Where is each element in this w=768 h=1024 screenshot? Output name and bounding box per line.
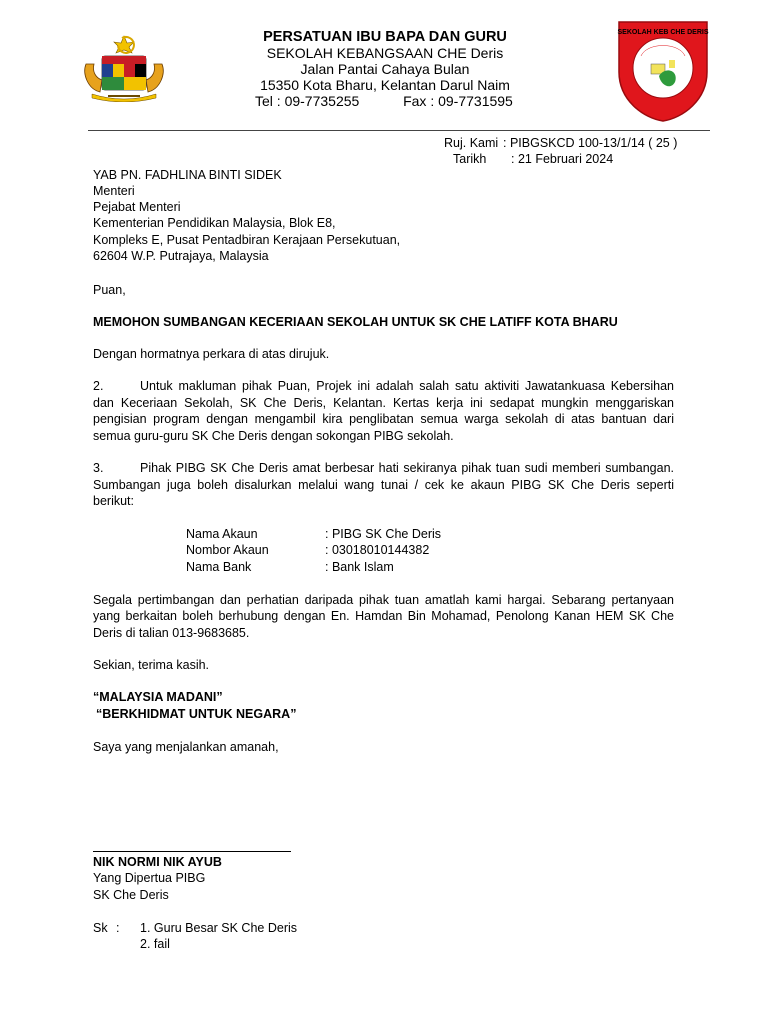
signatory-organization: SK Che Deris — [93, 888, 169, 902]
recipient-line: Kompleks E, Pusat Pentadbiran Kerajaan Persekutuan, — [93, 233, 401, 247]
closing-paragraph-line: yang berkaitan boleh berhubung dengan En. Hamdan Bin Mohamad, Penolong Kanan HEM SK Che — [93, 609, 674, 623]
account-label: Nama Akaun — [186, 527, 258, 541]
cc-colon: : — [116, 921, 120, 935]
recipient-line: Kementerian Pendidikan Malaysia, Blok E8, — [93, 216, 336, 230]
recipient-name: YAB PN. FADHLINA BINTI SIDEK — [93, 168, 282, 182]
organization-title: PERSATUAN IBU BAPA DAN GURU — [263, 29, 507, 45]
salutation: Puan, — [93, 283, 126, 297]
paragraph-3-line: berikut: — [93, 494, 134, 508]
closing-paragraph-line: Segala pertimbangan dan perhatian daripada pihak tuan amatlah kami hargai. Sebarang pertanyaan — [93, 593, 674, 607]
paragraph-number: 2. — [93, 379, 104, 393]
reference-number: : PIBGSKCD 100-13/1/14 ( 25 ) — [503, 136, 678, 150]
fax: Fax : 09-7731595 — [403, 93, 513, 109]
account-value: : Bank Islam — [325, 560, 394, 574]
paragraph-number: 3. — [93, 461, 104, 475]
address-line-2: 15350 Kota Bharu, Kelantan Darul Naim — [260, 77, 510, 93]
contact-line — [220, 93, 550, 109]
paragraph-2-line: dan Keceriaan Sekolah, SK Che Deris, Kelantan. Kertas kerja ini sedapat mungkin menggariskan — [93, 396, 674, 410]
opening-sentence: Dengan hormatnya perkara di atas dirujuk. — [93, 347, 330, 361]
recipient-line: Menteri — [93, 184, 135, 198]
svg-text:SEKOLAH KEB CHE DERIS: SEKOLAH KEB CHE DERIS — [617, 29, 709, 36]
paragraph-2-line: pengisian program dengan mengambil kira penglibatan semua warga sekolah di atas bantuan dari — [93, 412, 674, 426]
account-label: Nama Bank — [186, 560, 252, 574]
trust-line: Saya yang menjalankan amanah, — [93, 740, 279, 754]
school-badge-logo — [617, 20, 709, 122]
telephone: Tel : 09-7735255 — [255, 93, 360, 109]
thanks: Sekian, terima kasih. — [93, 658, 210, 672]
signatory-name: NIK NORMI NIK AYUB — [93, 855, 222, 869]
cc-item: 2. fail — [140, 937, 170, 951]
cc-label: Sk — [93, 921, 108, 935]
account-value: : 03018010144382 — [325, 543, 430, 557]
date-label: Tarikh — [453, 152, 487, 166]
signature-line — [93, 851, 291, 852]
account-value: : PIBG SK Che Deris — [325, 527, 442, 541]
cc-item: 1. Guru Besar SK Che Deris — [140, 921, 298, 935]
paragraph-2-line: semua guru-guru SK Che Deris dengan sokongan PIBG sekolah. — [93, 429, 454, 443]
paragraph-3-line: Sumbangan juga boleh disalurkan melalui wang tunai / cek ke akaun PIBG SK Che Deris seperti — [93, 478, 674, 492]
letterhead — [220, 29, 550, 109]
closing-paragraph-line: Deris di talian 013-9683685. — [93, 626, 250, 640]
subject-line: MEMOHON SUMBANGAN KECERIAAN SEKOLAH UNTUK SK CHE LATIFF KOTA BHARU — [93, 315, 618, 329]
letter-date: : 21 Februari 2024 — [511, 152, 614, 166]
paragraph-3-line: Pihak PIBG SK Che Deris amat berbesar hati sekiranya pihak tuan sudi memberi sumbangan. — [140, 461, 674, 475]
recipient-line: 62604 W.P. Putrajaya, Malaysia — [93, 249, 269, 263]
signatory-title: Yang Dipertua PIBG — [93, 871, 206, 885]
account-label: Nombor Akaun — [186, 543, 269, 557]
paragraph-2-line: Untuk makluman pihak Puan, Projek ini adalah salah satu aktiviti Jawatankuasa Kebersihan — [140, 379, 674, 393]
address-line-1: Jalan Pantai Cahaya Bulan — [300, 61, 470, 77]
coat-of-arms-logo — [78, 34, 170, 102]
slogan-berkhidmat: “BERKHIDMAT UNTUK NEGARA” — [96, 707, 297, 721]
slogan-malaysia-madani: “MALAYSIA MADANI” — [93, 690, 223, 704]
reference-number-label: Ruj. Kami — [444, 136, 499, 150]
school-name: SEKOLAH KEBANGSAAN CHE Deris — [266, 45, 504, 61]
header-divider — [88, 130, 710, 131]
recipient-line: Pejabat Menteri — [93, 200, 181, 214]
